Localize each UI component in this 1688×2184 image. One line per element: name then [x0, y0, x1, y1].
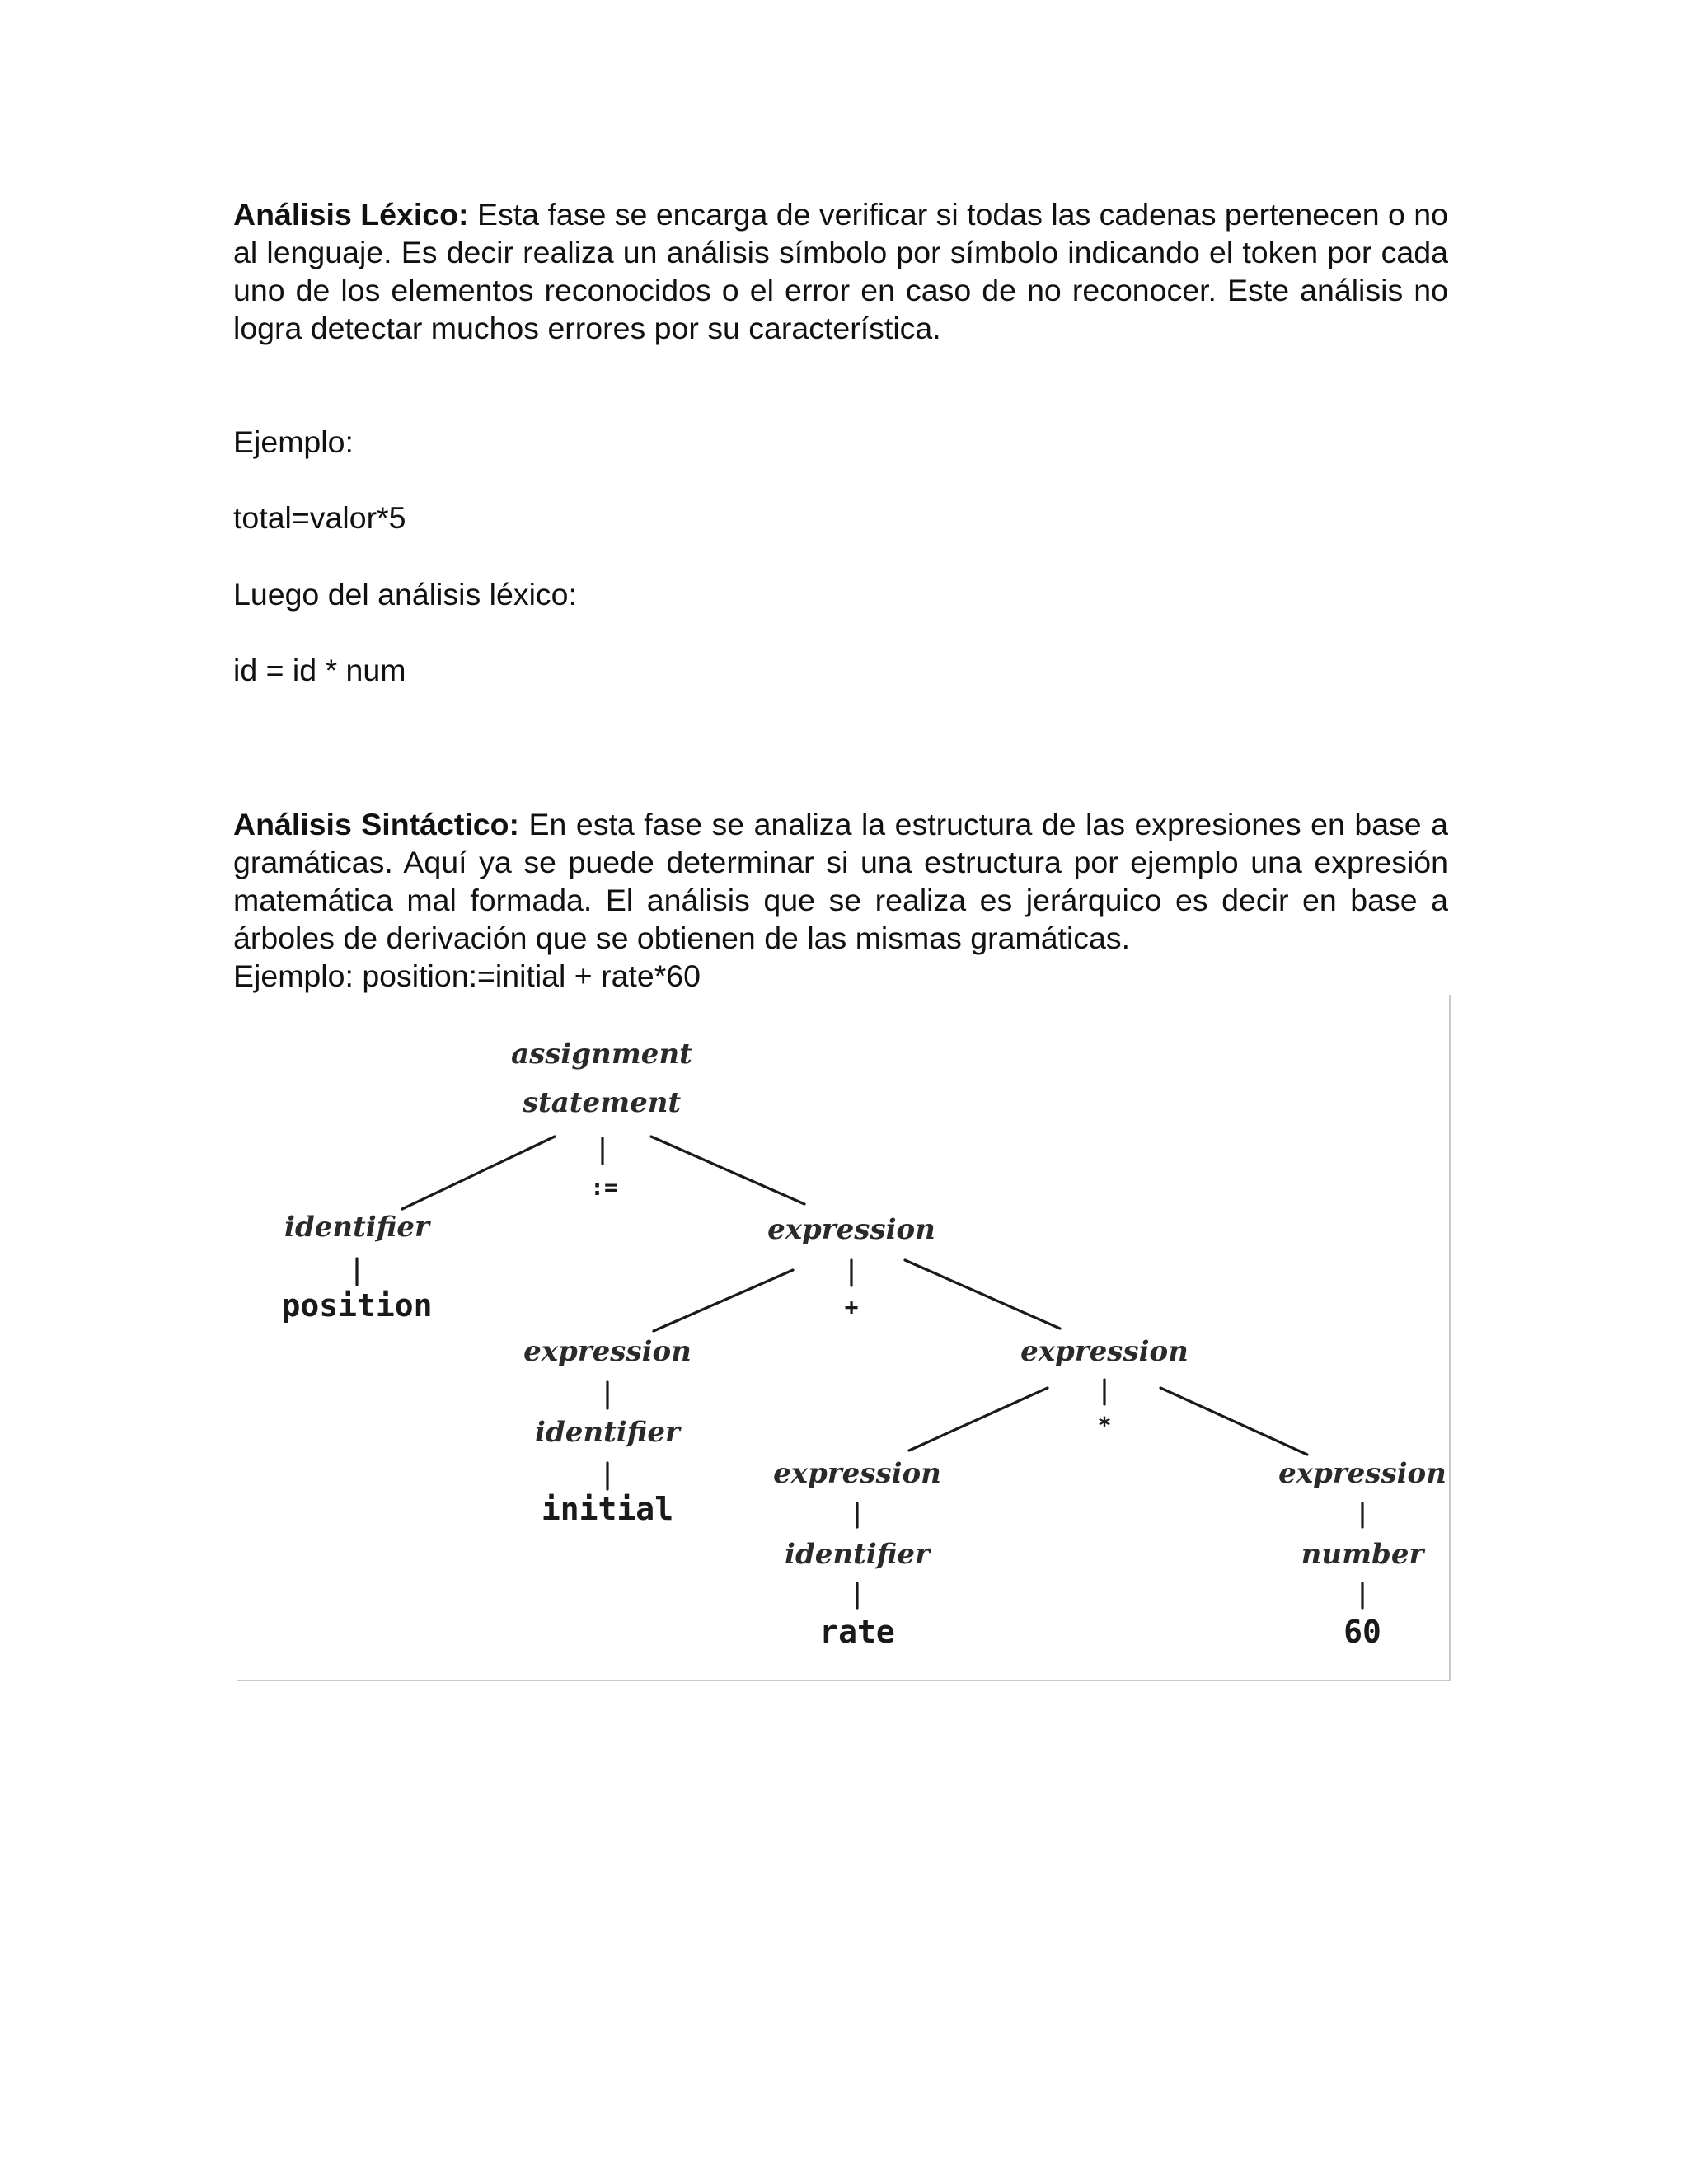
node-identifier-initial: identifier [535, 1416, 680, 1449]
lexico-body: Esta fase se encarga de verificar si todas las cadenas pertenecen o no al lenguaje. Es decir realiza un análisis símbolo por símbolo indicando el token por cada uno de los elementos reconocidos o el error en caso de no reconocer. Este análisis no logra detectar muchos errores por su característica. [233, 197, 1448, 345]
node-assignment: assignment [511, 1038, 692, 1071]
edge-root-identifier [402, 1137, 555, 1209]
edge-exprright-rate [909, 1388, 1048, 1451]
sintactico-example: Ejemplo: position:=initial + rate*60 [233, 958, 701, 993]
lexico-heading: Análisis Léxico: [233, 197, 469, 232]
parse-tree-diagram [237, 995, 1452, 1685]
node-expression-top: expression [767, 1213, 935, 1246]
node-sixty: 60 [1343, 1614, 1381, 1650]
node-plus: + [844, 1293, 859, 1320]
node-times: * [1097, 1412, 1112, 1439]
node-assign-op: := [590, 1174, 618, 1201]
node-statement: statement [522, 1086, 682, 1119]
node-expression-right: expression [1020, 1335, 1189, 1368]
edge-expr-right [905, 1260, 1060, 1329]
node-expression-left: expression [523, 1335, 692, 1368]
lexico-example-label: Ejemplo: [233, 424, 354, 459]
lexico-paragraph [233, 195, 1448, 347]
edge-exprright-number [1160, 1388, 1307, 1455]
lexico-after-label: Luego del análisis léxico: [233, 577, 577, 612]
node-expression-rate: expression [773, 1457, 941, 1490]
sintactico-heading: Análisis Sintáctico: [233, 807, 519, 841]
edge-expr-left [654, 1270, 793, 1331]
node-number: number [1301, 1538, 1424, 1571]
node-identifier-rate: identifier [785, 1538, 930, 1571]
node-position: position [281, 1287, 433, 1324]
node-rate: rate [819, 1614, 895, 1650]
sintactico-body: En esta fase se analiza la estructura de las expresiones en base a gramáticas. Aquí ya se puede determinar si una estructura por ejemplo una expresión matemática mal formada. El análisis que se realiza es jerárquico es decir en base a árboles de derivación que se obtienen de las mismas gramáticas. [233, 807, 1448, 955]
sintactico-paragraph [233, 805, 1448, 957]
edge-root-expression [651, 1137, 804, 1204]
lexico-example-expression: total=valor*5 [233, 500, 406, 535]
node-identifier-left: identifier [284, 1211, 429, 1244]
node-expression-number: expression [1278, 1457, 1447, 1490]
parse-tree-figure [237, 995, 1452, 1685]
node-initial: initial [541, 1491, 674, 1527]
lexico-token-expression: id = id * num [233, 653, 406, 687]
